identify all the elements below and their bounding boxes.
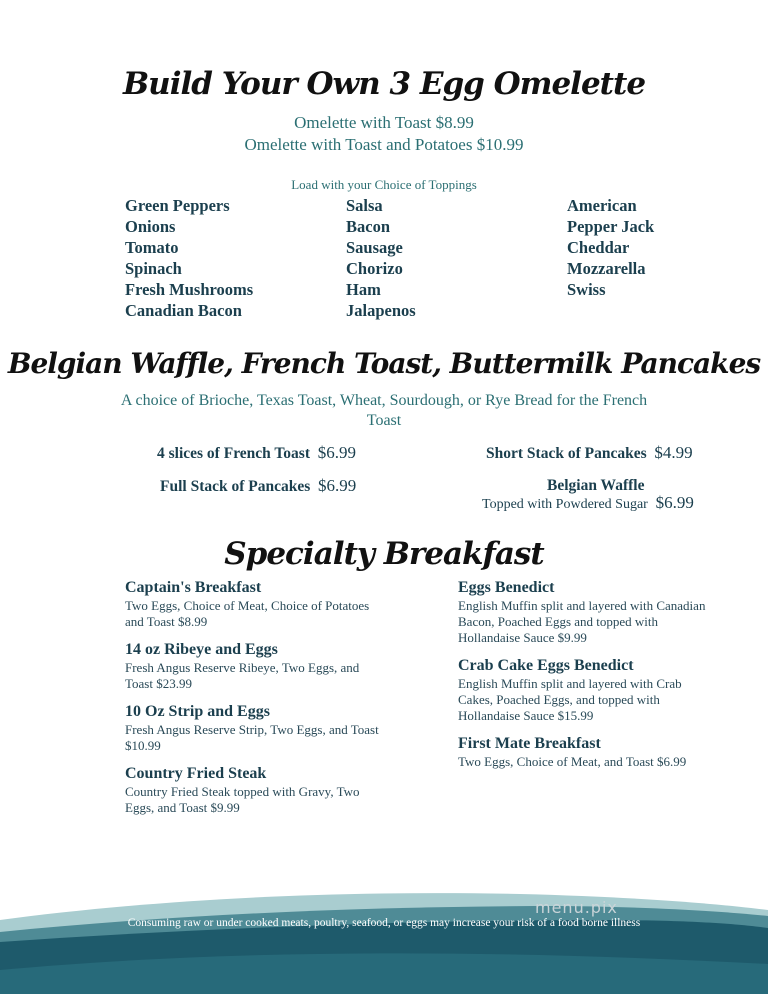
topping: Canadian Bacon: [125, 301, 242, 320]
item-desc: and Toast $8.99: [125, 614, 208, 629]
item-desc: English Muffin split and layered with Canadian: [458, 598, 706, 613]
specialty-right-column: [458, 578, 758, 770]
topping: Green Peppers: [125, 196, 230, 215]
item-name: Short Stack of Pancakes: [486, 445, 647, 462]
item-desc: Toast $23.99: [125, 676, 192, 691]
footer-wave-graphic: [0, 880, 768, 994]
item-desc: Two Eggs, Choice of Meat, and Toast $6.99: [458, 754, 687, 769]
topping: Bacon: [346, 217, 391, 236]
specialty-title: Specialty Breakfast: [224, 536, 544, 572]
item-price: $6.99: [317, 443, 356, 462]
topping: Cheddar: [567, 238, 630, 257]
topping: Tomato: [125, 238, 179, 257]
menu-item: [125, 578, 425, 640]
item-price: $6.99: [655, 493, 694, 512]
item-name: 10 Oz Strip and Eggs: [125, 703, 270, 720]
item-desc: Hollandaise Sauce $9.99: [458, 630, 587, 645]
specialty-left-column: [125, 578, 425, 826]
topping: Fresh Mushrooms: [125, 280, 254, 299]
item-desc: Two Eggs, Choice of Meat, Choice of Potatoes: [125, 598, 370, 613]
item-desc: Hollandaise Sauce $15.99: [458, 708, 594, 723]
item-desc: Country Fried Steak topped with Gravy, Two: [125, 784, 360, 799]
menu-item: [125, 764, 425, 826]
food-safety-warning: Consuming raw or under cooked meats, poultry, seafood, or eggs may increase your risk of a food borne illness: [127, 917, 641, 929]
item-name: Crab Cake Eggs Benedict: [458, 657, 634, 674]
item-desc: English Muffin split and layered with Crab: [458, 676, 682, 691]
belgian-waffle-name: Belgian Waffle: [547, 477, 645, 494]
item-name: 4 slices of French Toast: [157, 445, 310, 462]
item-price: $4.99: [654, 443, 693, 462]
item-desc: Cakes, Poached Eggs, and topped with: [458, 692, 660, 707]
toppings-column-3: [567, 195, 654, 300]
item-desc: Fresh Angus Reserve Strip, Two Eggs, and Toast: [125, 722, 379, 737]
item-name: Country Fried Steak: [125, 765, 267, 782]
omelette-title: Build Your Own 3 Egg Omelette: [122, 66, 646, 102]
waffle-title: Belgian Waffle, French Toast, Buttermilk Pancakes: [7, 347, 761, 380]
item-name: Full Stack of Pancakes: [160, 478, 311, 495]
topping: Onions: [125, 217, 176, 236]
topping: Pepper Jack: [567, 217, 655, 236]
item-name: 14 oz Ribeye and Eggs: [125, 641, 278, 658]
topping: Swiss: [567, 280, 606, 299]
item-desc: Eggs, and Toast $9.99: [125, 800, 240, 815]
item-name: Eggs Benedict: [458, 579, 555, 596]
topping: Ham: [346, 280, 381, 299]
item-name: First Mate Breakfast: [458, 735, 601, 752]
menu-item: [125, 702, 425, 764]
short-stack-item: [486, 443, 693, 463]
item-desc: $10.99: [125, 738, 161, 753]
bread-note-line-2: Toast: [366, 412, 402, 429]
topping: Salsa: [346, 196, 383, 215]
menu-item: [458, 656, 758, 734]
item-name: Captain's Breakfast: [125, 579, 262, 596]
menu-item: [125, 640, 425, 702]
topping: American: [567, 196, 637, 215]
toppings-column-2: [346, 195, 416, 321]
full-stack-item: [160, 476, 356, 496]
omelette-price-2: Omelette with Toast and Potatoes $10.99: [244, 135, 524, 154]
omelette-price-1: Omelette with Toast $8.99: [294, 113, 474, 132]
belgian-waffle-detail: [482, 493, 694, 513]
topping: Jalapenos: [346, 301, 416, 320]
item-desc: Fresh Angus Reserve Ribeye, Two Eggs, and: [125, 660, 360, 675]
toppings-column-1: [125, 195, 253, 321]
topping: Sausage: [346, 238, 403, 257]
topping: Spinach: [125, 259, 182, 278]
item-desc: Topped with Powdered Sugar: [482, 497, 648, 512]
bread-note-line-1: A choice of Brioche, Texas Toast, Wheat, Sourdough, or Rye Bread for the French: [120, 392, 648, 409]
menu-item: [458, 578, 758, 656]
item-desc: Bacon, Poached Eggs and topped with: [458, 614, 659, 629]
item-price: $6.99: [318, 476, 357, 495]
watermark-logo: menu.pix: [535, 898, 618, 917]
topping: Chorizo: [346, 259, 403, 278]
toppings-label: Load with your Choice of Toppings: [291, 177, 477, 192]
menu-item: [458, 734, 758, 770]
topping: Mozzarella: [567, 259, 646, 278]
french-toast-item: [157, 443, 356, 463]
